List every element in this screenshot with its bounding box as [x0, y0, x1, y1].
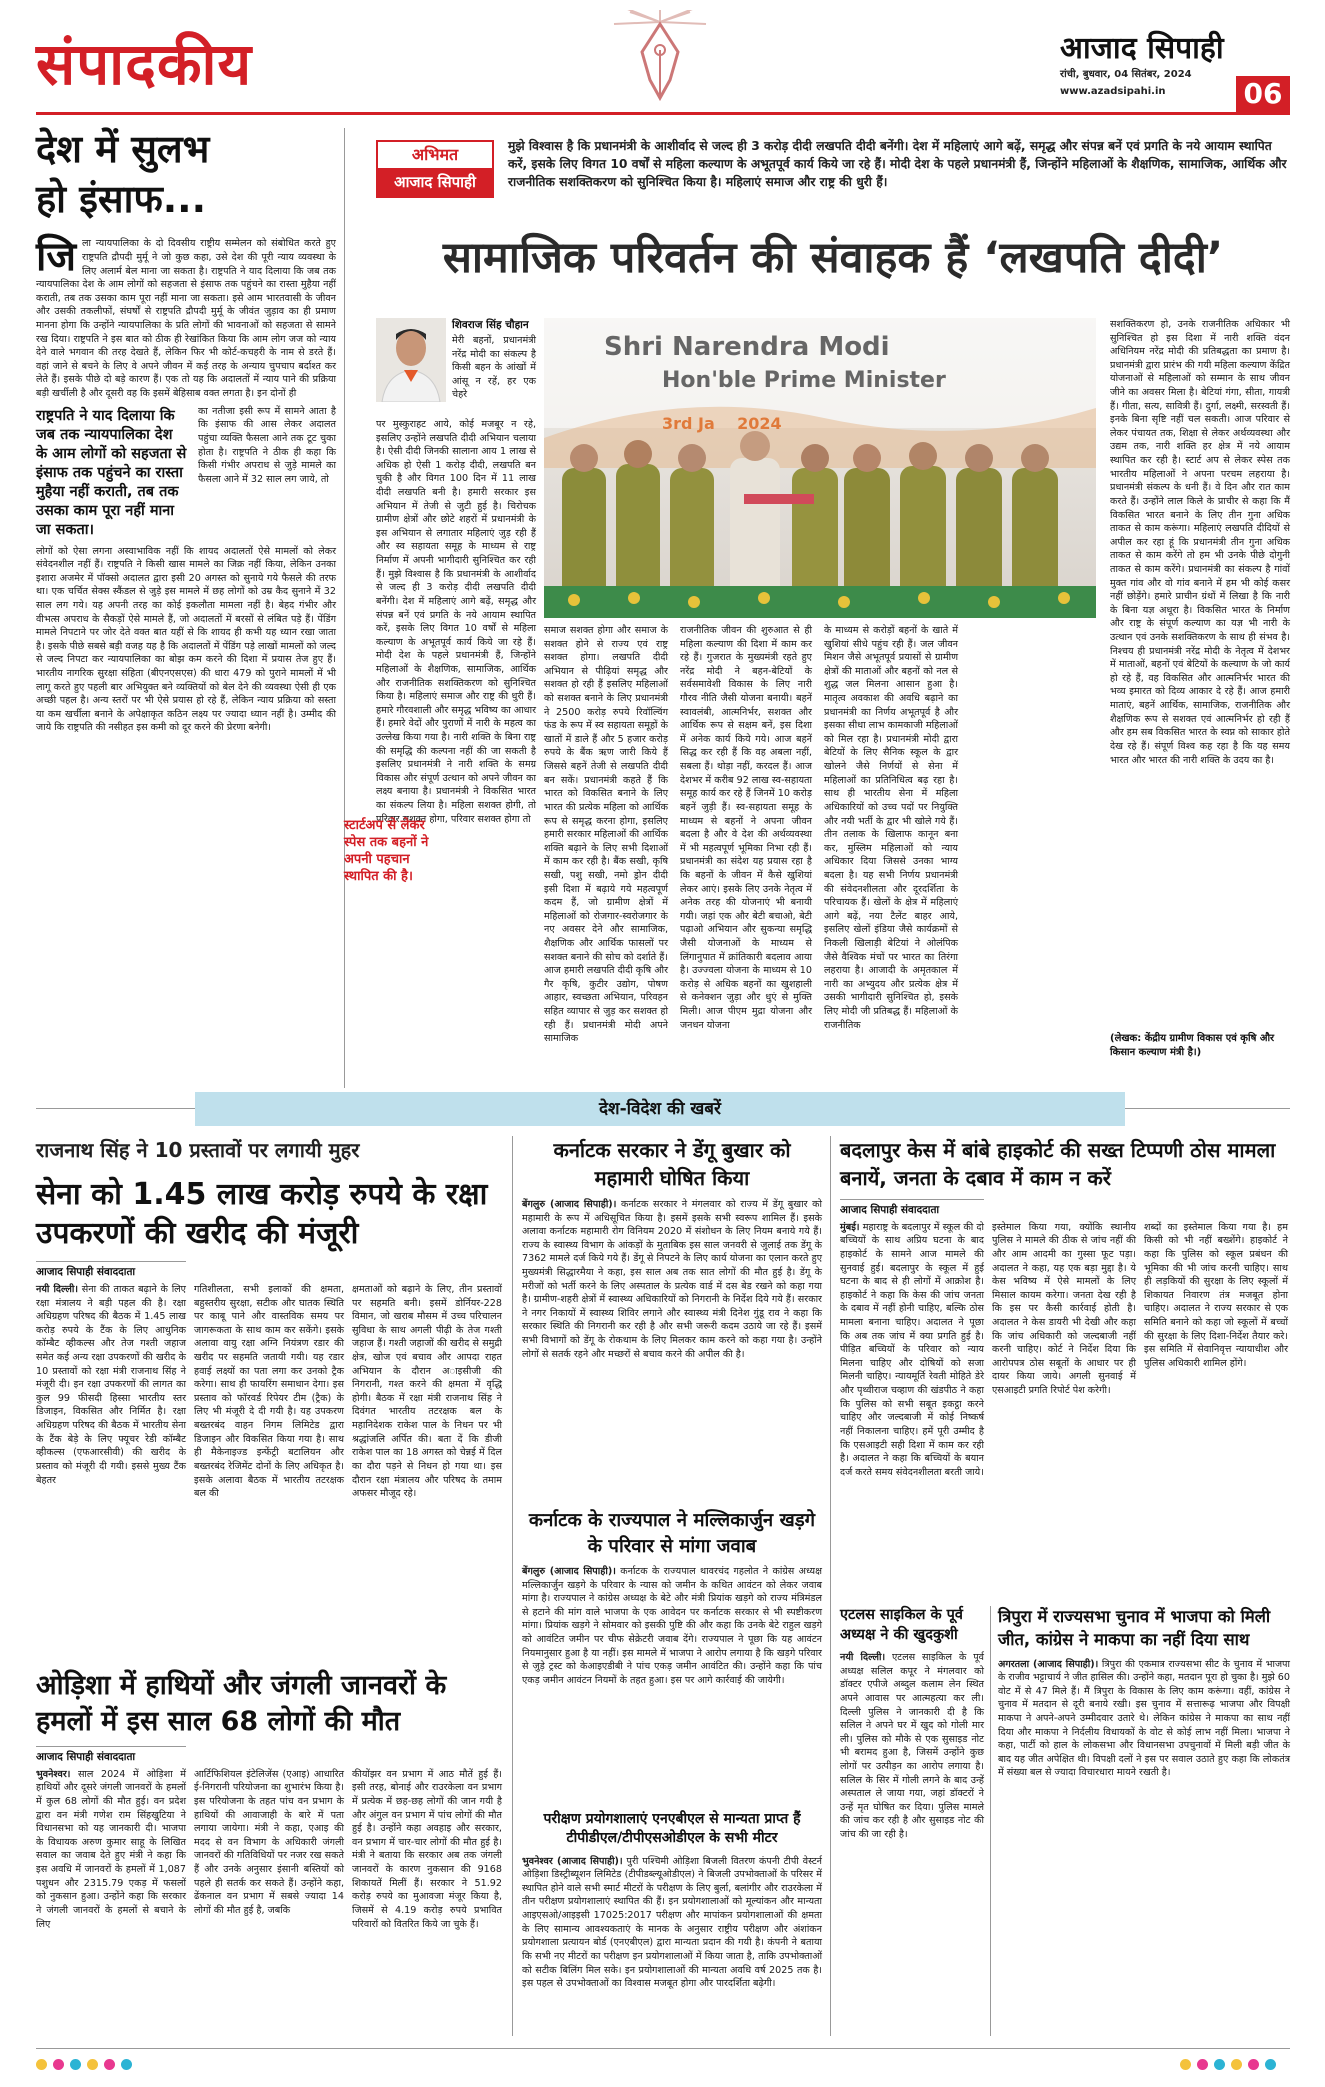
dengue-dateline: बेंगलुरु (आजाद सिपाही)। — [522, 1199, 617, 1210]
badlapur-dateline: मुंबई। — [840, 1221, 860, 1233]
editorial — [36, 128, 336, 1088]
editorial-title-line2: हो इंसाफ... — [36, 176, 207, 221]
kharge-headline: कर्नाटक के राज्यपाल ने मल्लिकार्जुन खड़गे के परिवार से मांगा जवाब — [528, 1510, 816, 1557]
opinion-headline: सामाजिक परिवर्तन की संवाहक हैं ‘लखपति दीदी’ — [442, 233, 1224, 283]
column-divider — [830, 1136, 831, 2036]
defence-kicker: राजनाथ सिंह ने 10 प्रस्तावों पर लगायी मुहर — [36, 1138, 360, 1162]
dengue-body — [522, 1198, 822, 1361]
tpddl-body-text: पुरी पश्चिमी ओड़िशा बिजली वितरण कंपनी टीपी वेस्टर्न ओड़िशा डिस्ट्रीब्यूशन लिमिटेड (टीपीडब्ल्यूओडीएल) ने बिजली उपभोक्ताओं के परिसर में स्थापित होने वाले सभी स्मार्ट मीटरों के परीक्षण के लिए बुर्ला, बलांगीर और राउरकेला में तीन परीक्षण प्रयोगशालाएं स्थापित की हैं। इन प्रयोगशालाओं को मूल्यांकन और मान्यता आइएसओ/आइइसी 17025:2017 परीक्षण और मापांकन प्रयोगशालाओं की क्षमता के लिए सामान्य आवश्यकताएं के मानक के अनुसार राष्ट्रीय परीक्षण और अंशांकन प्रयोगशाला प्रत्यायन बोर्ड (एनएबीएल) द्वारा मान्यता प्रदान की गयी है। कंपनी ने बताया कि सभी नए मीटरों का परीक्षण इन प्रयोगशालाओं में किया जाता है, ताकि उपभोक्ताओं को सटीक बिलिंग मिल सके। इन प्रयोगशालाओं की मान्यता अवधि वर्ष 2025 तक है। इस पहल से उपभोक्ताओं का विश्वास मजबूत होगा और पारदर्शिता बढ़ेगी। — [522, 1855, 822, 1990]
author-name: शिवराज सिंह चौहान — [452, 319, 529, 331]
opinion-badge-top: अभिमत — [411, 145, 459, 164]
pullquote: राष्ट्रपति ने याद दिलाया कि जब तक न्यायपालिका देश के आम लोगों को सहजता से इंसाफ तक पहुंचने का रास्ता मुहैया नहीं कराती, तब तक उसका काम पूरा नहीं माना जा सकता। — [36, 407, 187, 539]
story-atlas — [840, 1606, 984, 2036]
column-divider — [512, 1136, 513, 2036]
atlas-body-text: एटलस साइकिल के पूर्व अध्यक्ष सलिल कपूर ने मंगलवार को डॉक्टर एपीजे अब्दुल कलाम लेन स्थित अपने आवास पर आत्महत्या कर ली। दिल्ली पुलिस ने जानकारी दी है कि सलिल ने अपने घर में खुद को गोली मार ली। पुलिस को मौके से एक सुसाइड नोट भी बरामद हुआ है, जिसमें उन्होंने कुछ लोगों पर उत्पीड़न का आरोप लगाया है। सलिल के सिर में गोली लगने के बाद उन्हें अस्पताल ले जाया गया, जहां डॉक्टरों ने उन्हें मृत घोषित कर दिया। पुलिस मामले की जांच कर रही है और सुसाइड नोट की जांच की जा रही है। — [840, 1652, 984, 1841]
opinion-col2: समाज सशक्त होगा और समाज के सशक्त होने से राज्य एवं राष्ट्र सशक्त होगा। लखपति दीदी अभियान से पीढ़ियां समृद्ध और सशक्त हो रही हैं इसलिए महिलाओं को सशक्त बनाने के लिए प्रधानमंत्री ने 2500 करोड़ रुपये रिवॉल्विंग फंड के रूप में स्व सहायता समूहों के खातों में डाले हैं और 5 हजार करोड़ रुपये के बैंक ऋण जारी किये हैं जिससे बहनें तेजी से लखपति दीदी बन सकें। प्रधानमंत्री कहते हैं कि भारत को विकसित बनाने के लिए भारत की प्रत्येक महिला को आर्थिक रूप से समृद्ध करना होगा, इसलिए हमारी सरकार महिलाओं की आर्थिक शक्ति बढ़ाने के लिए सभी दिशाओं में काम कर रही है। बैंक सखी, कृषि सखी, पशु सखी, नमो ड्रोन दीदी इसी दिशा में बढ़ाये गये महत्वपूर्ण कदम हैं, जो ग्रामीण क्षेत्रों में महिलाओं को रोजगार-स्वरोजगार के नए अवसर देने और सामाजिक, शैक्षणिक और आर्थिक फासलों पर सशक्त बनाने की सोच को दर्शाते हैं। आज हमारी लखपति दीदी कृषि और गैर कृषि, कुटीर उद्योग, पोषण आहार, स्वच्छता अभियान, परिवहन सहित व्यापार से जुड़ कर सशक्त हो रही हैं। प्रधानमंत्री मोदी अपने सामाजिक — [544, 625, 668, 1045]
footer-dot — [121, 2059, 132, 2070]
kharge-body-text: कर्नाटक के राज्यपाल थावरचंद गहलोत ने कांग्रेस अध्यक्ष मल्लिकार्जुन खड़गे के परिवार के न्यास को जमीन के कथित आवंटन को लेकर जवाब मांगा है। राज्यपाल ने कांग्रेस अध्यक्ष के बेटे और मंत्री प्रियांक खड़गे को राज्य मंत्रिमंडल से हटाने की मांग वाले भाजपा के एक आवेदन पर कर्नाटक सरकार से भी स्पष्टीकरण मांगा। प्रियांक खड़गे ने सोमवार को इसकी पुष्टि की और कहा कि उनके बेटे राहुल खड़गे को आवंटित जमीन पर चीफ सेक्रेटरी जवाब देंगे। राज्यपाल ने पूछा कि यह आवंटन नियमानुसार हुआ है या नहीं। इस मामले में भाजपा ने आरोप लगाया है कि खड़गे परिवार से जुड़े ट्रस्ट को केआइएडीबी ने पांच एकड़ जमीन आवंटित की। उन्होंने कहा कि पांच एकड़ जमीन आवंटन नियमों के तहत हुआ। इस पर आगे कार्रवाई की जायेगी। — [522, 1566, 822, 1686]
dengue-body-text: कर्नाटक सरकार ने मंगलवार को राज्य में डेंगू बुखार को महामारी के रूप में अधिसूचित किया है। इसमें इसके सभी स्वरूप शामिल हैं। इसके अलावा कर्नाटक महामारी रोग विनियम 2020 में संशोधन के लिए नियम बनाये गये हैं। राज्य के स्वास्थ्य विभाग के आंकड़ों के मुताबिक इस साल जनवरी से जुलाई तक डेंगू के 7362 मामले दर्ज किये गये हैं। डेंगू से निपटने के लिए कार्य योजना का एलान करते हुए मुख्यमंत्री सिद्धारमैया ने कहा, इस साल अब तक सात लोगों की मौत हुई है। डेंगू के मरीजों को भर्ती करने के लिए अस्पताल के प्रत्येक वार्ड में दस बेड रखने को कहा गया है। ग्रामीण-शहरी क्षेत्रों में स्वास्थ्य अधिकारियों को निगरानी के निर्देश दिये गये हैं। सरकार ने नगर निकायों में स्वास्थ्य शिविर लगाने और स्वास्थ्य मंत्री दिनेश गुंडू राव ने कहा कि सरकार स्थिति की निगरानी कर रही है और सभी जरूरी कदम उठाये जा रहे हैं। इसमें सभी विभागों को डेंगू के रोकथाम के लिए मिलकर काम करने को कहा गया है। उन्होंने लोगों से सतर्क रहने और मच्छरों से बचाव करने की अपील की है। — [522, 1199, 822, 1360]
footer-rule — [36, 2048, 1290, 2049]
footer-dot — [36, 2059, 47, 2070]
defence-col2: गतिशीलता, सभी इलाकों की क्षमता, बहुस्तरीय सुरक्षा, सटीक और घातक स्थिति पर काबू पाने और वास्तविक समय पर जागरूकता के साथ काम कर सकेंगे। इसके अलावा वायु रक्षा अग्नि नियंत्रण रडार की खरीद पर सहमति जतायी गयी। यह रडार हवाई लक्ष्यों का पता लगा कर उनको ट्रैक करेगा। साथ ही फायरिंग समाधान देगा। इस प्रस्ताव को फॉरवर्ड रिपेयर टीम (ट्रैक) के लिए भी मंजूरी दे दी गयी है। यह उपकरण बख्तरबंद वाहन निगम लिमिटेड द्वारा डिजाइन और विकसित किया गया है। साथ ही मैकेनाइज्ड इन्फेंट्री बटालियन और बख्तरबंद रेजिमेंट दोनों के लिए अधिकृत है। इसके अलावा बैठक में भारतीय तटरक्षक बल की — [194, 1284, 344, 1500]
badlapur-col3: शब्दों का इस्तेमाल किया गया है। हम किसी को भी नहीं बख्शेंगे। हाइकोर्ट ने कहा कि पुलिस को स्कूल प्रबंधन की भूमिका की भी जांच करनी चाहिए। साथ ही लड़कियों की सुरक्षा के लिए स्कूलों में शिकायत निवारण तंत्र मजबूत होना चाहिए। अदालत ने राज्य सरकार से एक समिति बनाने को कहा जो स्कूलों में बच्चों की सुरक्षा के लिए दिशा-निर्देश तैयार करे। इस समिति में सेवानिवृत्त न्यायाधीश और पुलिस अधिकारी शामिल होंगे। — [1144, 1221, 1288, 1369]
footer-dots-left — [36, 2058, 156, 2072]
footer-dot — [1231, 2059, 1242, 2070]
tripura-body — [998, 1658, 1290, 1780]
news-band-rule — [1125, 1108, 1290, 1109]
story-tpddl — [522, 1810, 822, 2040]
footer-dot — [1265, 2059, 1276, 2070]
odisha-byline: आजाद सिपाही संवाददाता — [36, 1746, 186, 1764]
kharge-dateline: बेंगलुरु (आजाद सिपाही)। — [522, 1566, 616, 1578]
dropcap: जि — [36, 234, 77, 281]
story-badlapur — [840, 1136, 1290, 1596]
badlapur-col1-text: महाराष्ट्र के बदलापुर में स्कूल की दो बच्चियों के साथ अप्रिय घटना के बाद हाइकोर्ट के सामने आज मामले की सुनवाई हुई। बदलापुर के स्कूल में हुई घटना के बाद से ही लोगों में आक्रोश है। हाइकोर्ट ने कहा कि केस की जांच जनता के दबाव में नहीं होनी चाहिए, बल्कि ठोस मामला बनाना चाहिए। अदालत ने पूछा कि अब तक जांच में क्या प्रगति हुई है। पीड़ित बच्चियों के परिवार को न्याय मिलना चाहिए और दोषियों को सजा मिलनी चाहिए। न्यायमूर्ति रेवती मोहिते डेरे और पृथ्वीराज चव्हाण की खंडपीठ ने कहा कि पुलिस को सभी सबूत इकट्ठा करने चाहिए और जल्दबाजी में कोई निष्कर्ष नहीं निकालना चाहिए। हमें पूरी उम्मीद है कि एसआइटी सही दिशा में काम कर रही है। अदालत ने कहा कि बच्चियों के बयान दर्ज करते समय संवेदनशीलता बरती जाये। — [840, 1221, 984, 1478]
defence-col1 — [36, 1283, 186, 1501]
opinion-col5: सशक्तिकरण हो, उनके राजनीतिक अधिकार भी सुनिश्चित हो इस दिशा में नारी शक्ति वंदन अधिनियम नरेंद्र मोदी की प्रतिबद्धता का प्रमाण है। प्रधानमंत्री द्वारा प्रारंभ की गयी महिला कल्याण केंद्रित योजनाओं से महिलाओं को सम्मान के साथ जीवन जीने का अवसर मिला है। बेटियां गंगा, सीता, गायत्री हैं। गीता, सत्य, सावित्री हैं। दुर्गा, लक्ष्मी, सरस्वती हैं। इनके बिना सृष्टि नहीं चल सकती। आज परिवार से लेकर पंचायत तक, शिक्षा से लेकर अर्थव्यवस्था और उद्यम तक, नारी शक्ति हर क्षेत्र में नये आयाम स्थापित कर रही है। स्टार्ट अप से लेकर स्पेस तक भारतीय महिलाओं ने अपना परचम लहराया है। प्रधानमंत्री संकल्प के धनी हैं। वे दिन और रात काम करते हैं। उन्होंने लाल किले के प्राचीर से कहा कि मैं विकसित भारत बनाने के लिए तीन गुना अधिक ताकत से काम करूंगा। महिलाएं लखपति दीदियों से अपील कर रहा हूं कि प्रधानमंत्री तीन गुना अधिक ताकत से काम करेंगे तो हम भी उनके पीछे दोगुनी ताकत से काम करेंगे। प्रधानमंत्री का संकल्प है गांवों मुक्त गांव और वो गांव बनाने में हम भी कोई कसर नहीं छोड़ेंगे। हमारे प्राचीन ग्रंथों में लिखा है कि नारी के बिना यज्ञ अधूरा है। विकसित भारत के निर्माण और राष्ट्र के संपूर्ण कल्याण का यज्ञ भी नारी के उत्थान एवं उनके सशक्तिकरण के साथ ही संभव है। निश्चय ही प्रधानमंत्री नरेंद्र मोदी के नेतृत्व में देशभर में माताओं, बहनों एवं बेटियों के कल्याण के जो कार्य हो रहे हैं, वह विकसित और आत्मनिर्भर भारत की भव्य इमारत को दिव्य आकार दे रहे हैं। आज हमारी माताएं, बहनें आर्थिक, सामाजिक, राजनीतिक और शैक्षणिक रूप से सशक्त एवं आत्मनिर्भर हो रही हैं और हम सब विकसित भारत के स्वप्न को साकार होते देख रहे हैं। संपूर्ण विश्व कह रहा है कि यह समय भारत और भारत की नारी शक्ति के उदय का है। — [1110, 319, 1290, 766]
tpddl-headline: परीक्षण प्रयोगशालाएं एनएबीएल से मान्यता प्राप्त हैं टीपीडीएल/टीपीएसओडीएल के सभी मीटर — [543, 1811, 801, 1847]
opinion-badge-bottom: आजाद सिपाही — [378, 168, 492, 196]
page-number: 06 — [1243, 77, 1283, 110]
atlas-headline: एटलस साइकिल के पूर्व अध्यक्ष ने की खुदकुशी — [840, 1607, 963, 1643]
defence-col1-text: सेना की ताकत बढ़ाने के लिए रक्षा मंत्रालय ने बड़ी पहल की है। रक्षा अधिग्रहण परिषद की बैठक में 1.45 लाख करोड़ रुपये के टैंक के लिए आधुनिक कॉम्बैट व्हीकल्स और तेज गश्ती जहाज समेत कई अन्य रक्षा उपकरणों की खरीद के 10 प्रस्तावों को रक्षा मंत्री राजनाथ सिंह ने मंजूरी दी। इन रक्षा उपकरणों की लागत का कुल 99 फीसदी हिस्सा भारतीय स्तर डिजाइन, विकसित और निर्मित है। रक्षा अधिग्रहण परिषद की बैठक में भारतीय सेना के टैंक बेड़े के लिए फ्यूचर रेडी कॉम्बैट व्हीकल्स (एफआरसीवी) की खरीद के प्रस्ताव को मंजूरी दी गयी। इससे मुख्य टैंक बेहतर — [36, 1284, 186, 1486]
footer-dot — [87, 2059, 98, 2070]
footer-dot — [70, 2059, 81, 2070]
story-odisha — [36, 1668, 504, 2038]
opinion-col3: राजनीतिक जीवन की शुरुआत से ही महिला कल्याण की दिशा में काम कर रहे हैं। गुजरात के मुख्यमंत्री रहते हुए नरेंद्र मोदी ने बहन-बेटियों के सर्वसमावेशी विकास के लिए नारी गौरव नीति जैसी योजना बनायी। बहनें स्वावलंबी, आत्मनिर्भर, सशक्त और आर्थिक रूप से सक्षम बनें, इस दिशा में अनेक कार्य किये गये। आज बहनें सिद्ध कर रही हैं कि वह अबला नहीं, सबला हैं। थोड़ा नहीं, करदल हैं। आज देशभर में करीब 92 लाख स्व-सहायता समूह कार्य कर रहे हैं जिनमें 10 करोड़ बहनें जुड़ी हैं। स्व-सहायता समूह के माध्यम से बहनों ने अपना जीवन बदला है और वे देश की अर्थव्यवस्था में भी महत्वपूर्ण भूमिका निभा रही हैं। प्रधानमंत्री का संदेश यह प्रयास रहा है कि बहनों के जीवन में कैसे खुशियां लेकर आएं। इसके लिए उनके नेतृत्व में अनेक तरह की योजनाएं भी बनायी गयी। जहां एक और बेटी बचाओ, बेटी पढ़ाओ अभियान और सुकन्या समृद्धि जैसी योजनाओं के माध्यम से लिंगानुपात में क्रांतिकारी बदलाव आया है। उज्ज्वला योजना के माध्यम से 10 करोड़ से अधिक बहनों का खुशहाली से कनेक्शन जुड़ा और धुएं से मुक्ति मिली। आज पीएम मुद्रा योजना और जनधन योजना — [680, 625, 812, 1031]
author-photo — [376, 318, 446, 402]
tpddl-body — [522, 1855, 822, 1991]
story-defence — [36, 1136, 504, 1656]
footer-dot — [1197, 2059, 1208, 2070]
badlapur-col1 — [840, 1221, 984, 1480]
badlapur-byline: आजाद सिपाही संवाददाता — [840, 1199, 984, 1217]
author-note: (लेखक: केंद्रीय ग्रामीण विकास एवं कृषि और किसान कल्याण मंत्री है।) — [1110, 1033, 1275, 1058]
column-divider — [344, 128, 345, 1088]
tripura-headline: त्रिपुरा में राज्यसभा चुनाव में भाजपा को मिली जीत, कांग्रेस ने माकपा का नहीं दिया साथ — [998, 1607, 1271, 1649]
odisha-col3: कीयोंझर वन प्रभाग में आठ मौतें हुई हैं। इसी तरह, बोनाई और राउरकेला वन प्रभाग में प्रत्येक में छह-छह लोगों की जान गयी है और अंगुल वन प्रभाग में पांच लोगों की मौत हुई है। उन्होंने कहा अवहाइ और सरकार, वन प्रभाग में चार-चार लोगों की मौत हुई है। मंत्री ने बताया कि सरकार अब तक जंगली जानवरों के कारण नुकसान की 9168 शिकायतें मिलीं हैं। सरकार ने 51.92 करोड़ रुपये का मुआवजा मंजूर किया है, जिसमें से 4.19 करोड़ रुपये प्रभावित परिवारों को वितरित किये जा चुके हैं। — [352, 1768, 502, 1930]
odisha-dateline: भुवनेश्वर। — [36, 1768, 71, 1780]
news-band — [195, 1092, 1125, 1126]
footer-dot — [1248, 2059, 1259, 2070]
defence-byline: आजाद सिपाही संवाददाता — [36, 1261, 186, 1279]
odisha-col2: आर्टिफिशियल इंटेलिजेंस (एआइ) आधारित ई-निगरानी परियोजना का शुभारंभ किया है। इस परियोजना के तहत पांच वन प्रभाग के हाथियों की आवाजाही के बारे में पता लगाया जायेगा। मंत्री ने कहा, एआइ की मदद से वन विभाग के अधिकारी जंगली जानवरों की गतिविधियों पर नजर रख सकते हैं और उनके अनुसार इंसानी बस्तियों को पहले ही सतर्क कर सकते हैं। उन्होंने कहा, ढेंकनाल वन प्रभाग में सबसे ज्यादा 14 लोगों की मौत हुई है, जबकि — [194, 1768, 344, 1916]
opinion-intro: मुझे विश्वास है कि प्रधानमंत्री के आशीर्वाद से जल्द ही 3 करोड़ दीदी लखपति दीदी बनेंगी। देश में महिलाएं आगे बढ़ें, समृद्ध और संपन्न बनें एवं प्रगति के नये आयाम स्थापित करें, इसके लिए विगत 10 वर्षों से महिला कल्याण के अभूतपूर्व कार्य किये जा रहे हैं। मोदी देश के पहले प्रधानमंत्री हैं, जिन्होंने महिलाओं के शैक्षणिक, सामाजिक, आर्थिक और राजनीतिक सशक्तिकरण को सुनिश्चित किया है। महिलाएं समाज और राष्ट्र की धुरी हैं। — [508, 139, 1287, 189]
tripura-body-text: त्रिपुरा की एकमात्र राज्यसभा सीट के चुनाव में भाजपा के राजीव भट्टाचार्य ने जीत हासिल की। उन्होंने कहा, मतदान पूरा हो चुका है। मुझे 60 वोट में से 47 मिले हैं। मैं त्रिपुरा के विकास के लिए काम करूंगा। वहीं, कांग्रेस ने चुनाव में मतदान से दूरी बनाये रखी। इस चुनाव में सत्तारूढ़ भाजपा और विपक्षी माकपा ने अपने-अपने उम्मीदवार उतारे थे। लेकिन कांग्रेस ने माकपा का साथ नहीं दिया और माकपा ने निर्दलीय विधायकों के वोट से कोई लाभ नहीं मिला। भाजपा ने कहा, पार्टी को हाल के लोकसभा और विधानसभा उपचुनावों में मिली बड़ी जीत के बाद यह जीत अपेक्षित थी। विपक्षी दलों ने इस पर सवाल उठाते हुए कहा कि लोकतंत्र में संख्या बल से ज्यादा विचारधारा मायने रखती है। — [998, 1658, 1290, 1779]
tpddl-dateline: भुवनेश्वर (आजाद सिपाही)। — [522, 1855, 623, 1867]
opinion-col1-top: मेरी बहनों, प्रधानमंत्री नरेंद्र मोदी का संकल्प है किसी बहन के आंखों में आंसू न रहें, हर एक चेहरे — [452, 335, 536, 401]
defence-dateline: नयी दिल्ली। — [36, 1284, 78, 1295]
tripura-dateline: अगरतला (आजाद सिपाही)। — [998, 1658, 1099, 1670]
badlapur-headline: बदलापुर केस में बांबे हाइकोर्ट की सख्त टिप्पणी ठोस मामला बनायें, जनता के दबाव में काम न करें — [840, 1138, 1276, 1191]
defence-col3: क्षमताओं को बढ़ाने के लिए, तीन प्रस्तावों पर सहमति बनी। इसमें डोर्नियर-228 विमान, जो खराब मौसम में उच्च परिचालन सुविधा के साथ अगली पीढ़ी के तेज गश्ती जहाज हैं। गश्ती जहाजों की खरीद से समुद्री क्षेत्र, खोज एवं बचाव और आपदा राहत अभियान के दौरान अाइसीजी की निगरानी, गश्त करने की क्षमता में वृद्धि होगी। बैठक में रक्षा मंत्री राजनाथ सिंह ने दिवंगत भारतीय तटरक्षक बल के महानिदेशक राकेश पाल के निधन पर भी श्रद्धांजलि अर्पित की। बता दें कि डीजी राकेश पाल का 18 अगस्त को चेन्नई में दिल का दौरा पड़ने से निधन हो गया था। इस दौरान रक्षा मंत्रालय और परिषद के तमाम अफसर मौजूद रहे। — [352, 1284, 502, 1500]
story-kharge — [522, 1508, 822, 1798]
editorial-para1: ला न्यायपालिका के दो दिवसीय राष्ट्रीय सम्मेलन को संबोधित करते हुए राष्ट्रपति द्रौपदी मुर्मू ने जो कुछ कहा, उसे देश की पूरी न्याय व्यवस्था के लिए अलार्म बेल माना जा सकता है। राष्ट्रपति ने याद दिलाया कि जब तक न्यायपालिका देश के आम लोगों को सहजता से इंसाफ तक पहुंचने का रास्ता मुहैया नहीं कराती, तब तक उसका काम पूरा नहीं माना जा सकता। इसे आम भारतवासी के जीवन और उसकी तकलीफों, संघर्षों से राष्ट्रपति द्रौपदी मुर्मू के जीवंत जुड़ाव का ही प्रमाण मानना होगा कि उन्होंने न्यायपालिका के प्रति लोगों की भावनाओं को सहजता से सामने रख दिया। राष्ट्रपति ने इस बात को ठीक ही रेखांकित किया कि आम लोग जज को न्याय देने वाले भगवान की तरह देखते हैं, लेकिन फिर भी कोर्ट-कचहरी के नाम से डरते हैं। वहां जाने से बचने के लिए वे अपने जीवन में कई तरह के अन्याय चुपचाप बर्दाश्त कर लेते हैं। इसके पीछे दो बड़े कारण हैं। एक तो यह कि अदालतों में न्याय पाने की प्रक्रिया बड़ी खर्चीली है और दूसरी वह कि इसमें बेहिसाब वक्त लगता है। इन दोनों ही — [36, 238, 336, 400]
footer-dot — [53, 2059, 64, 2070]
photo-banner-text: 3rd Ja 2024 — [662, 414, 782, 433]
story-dengue — [522, 1136, 822, 1496]
footer-dot — [104, 2059, 115, 2070]
paper-name: आजाद सिपाही — [1060, 31, 1224, 66]
nib-emblem-icon — [600, 10, 720, 105]
photo-caption-line1: Shri Narendra Modi — [604, 332, 890, 362]
issue-dateline: रांची, बुधवार, 04 सितंबर, 2024 — [1060, 69, 1192, 80]
footer-dot — [1214, 2059, 1225, 2070]
opinion-badge — [376, 140, 494, 198]
photo-caption-line2: Hon'ble Prime Minister — [662, 368, 946, 393]
atlas-dateline: नयी दिल्ली। — [840, 1652, 886, 1664]
atlas-body — [840, 1651, 984, 1842]
editorial-para2: का नतीजा इसी रूप में सामने आता है कि इंसाफ की आस लेकर अदालत पहुंचा व्यक्ति फैसला आने तक टूट चुका होता है। राष्ट्रपति ने ठीक ही कहा कि किसी गंभीर अपराध से जुड़े मामले का फैसला आने में 32 साल लग जाये, तो — [198, 405, 336, 485]
news-band-rule — [36, 1108, 195, 1109]
masthead-rule — [36, 112, 1290, 115]
odisha-headline: ओड़िशा में हाथियों और जंगली जानवरों के हमलों में इस साल 68 लोगों की मौत — [36, 1670, 447, 1737]
footer-dot — [1180, 2059, 1191, 2070]
news-band-label: देश-विदेश की खबरें — [599, 1099, 721, 1119]
event-photo — [544, 318, 1096, 618]
kharge-body — [522, 1565, 822, 1687]
story-tripura — [998, 1606, 1290, 2036]
defence-headline: सेना को 1.45 लाख करोड़ रुपये के रक्षा उपकरणों की खरीद की मंजूरी — [36, 1177, 488, 1251]
odisha-col1 — [36, 1768, 186, 1931]
sidebar-quote: स्टार्टअप से लेकर स्पेस तक बहनों ने अपनी पहचान स्थापित की है। — [344, 818, 429, 884]
badlapur-col2: इस्तेमाल किया गया, क्योंकि स्थानीय पुलिस ने मामले की ठीक से जांच नहीं की और आम आदमी का गुस्सा फूट पड़ा। अदालत ने कहा, यह एक बड़ा मुद्दा है। ये केस भविष्य में ऐसे मामलों के लिए मिसाल कायम करेगा। जनता देख रही है कि इस पर कैसी कार्रवाई होती है। अदालत ने केस डायरी भी देखी और कहा कि जांच अधिकारी को जल्दबाजी नहीं करनी चाहिए। कोर्ट ने निर्देश दिया कि आरोपपत्र ठोस सबूतों के आधार पर ही दायर किया जाये। अगली सुनवाई में एसआइटी प्रगति रिपोर्ट पेश करेगी। — [992, 1221, 1136, 1397]
section-title: संपादकीय — [36, 30, 253, 98]
masthead — [0, 0, 1325, 112]
editorial-title-line1: देश में सुलभ — [36, 127, 210, 171]
page-number-box — [1236, 76, 1290, 112]
editorial-para3: लोगों को ऐसा लगना अस्वाभाविक नहीं कि शायद अदालतों ऐसे मामलों को लेकर संवेदनशील नहीं हैं। राष्ट्रपति ने किसी खास मामले का जिक्र नहीं किया, लेकिन उनका इशारा अजमेर में पॉक्सो अदालत द्वारा इसी 20 अगस्त को सुनाये गये फैसले की तरफ था। एक चर्चित सेक्स स्कैंडल से जुड़े इस मामले में छह लोगों को उम्र कैद सुनाने में 32 साल लग गये। यह अपनी तरह का कोई इकलौता मामला नहीं है। बेहद गंभीर और वीभत्स अपराध के सैकड़ों ऐसे मामले हैं, जो अदालतों में बरसों से लंबित पड़े हैं। पेंडिंग मामले निपटाने पर जोर देते वक्त बात यहीं से कि शायद ही कभी यह ध्यान रखा जाता है। इसके पीछे सबसे बड़ी वजह यह है कि अदालतों में पेंडिंग पड़े लाखों मामलों को जल्द से जल्द निपटा कर न्यायपालिका का बोझ कम करने की दिशा में प्रयास तेज हुए हैं। भारतीय नागरिक सुरक्षा संहिता (बीएनएसएस) की धारा 479 को पुराने मामलों में भी लागू करते हुए पहली बार अभियुक्त बने व्यक्तियों को बेल देने की व्यवस्था ऐसी ही एक अच्छी पहल है। अन्य स्तरों पर भी ऐसे प्रयास हो रहे हैं, लेकिन न्याय प्रक्रिया को सस्ता या कम खर्चीला बनाने के अपेक्षाकृत कठिन लक्ष्य पर ज्यादा ध्यान नहीं है। उम्मीद की जाये कि राष्ट्रपति की नसीहत इस कमी को दूर करने की प्रेरणा बनेगी। — [36, 545, 336, 734]
footer-dots-right — [1180, 2058, 1290, 2072]
opinion-col1: पर मुस्कुराहट आये, कोई मजबूर न रहे, इसलिए उन्होंने लखपति दीदी अभियान चलाया है। ऐसी दीदी जिनकी सालाना आय 1 लाख से अधिक हो ऐसी 1 करोड़ दीदी, लखपति बन चुकी है और विगत 100 दिन में 11 लाख दीदी लखपति बनी है। हमारी सरकार इस अभियान में तेजी से जुटी हुई है। चिरोचक ग्रामीण क्षेत्रों और छोटे शहरों में प्रधानमंत्री के इस अभियान से लगातार महिलाएं जुड़ रही हैं और स्व सहायता समूह के माध्यम से राष्ट्र निर्माण में अपनी भागीदारी सुनिश्चित कर रही हैं। मुझे विश्वास है कि प्रधानमंत्री के आशीर्वाद से जल्द ही 3 करोड़ दीदी लखपति दीदी बनेंगी। देश में महिलाएं आगे बढ़ें, समृद्ध और संपन्न बनें एवं प्रगति के नये आयाम स्थापित करें, इसके लिए विगत 10 वर्षों से महिला कल्याण के अभूतपूर्व कार्य किये जा रहे हैं। मोदी देश के पहले प्रधानमंत्री हैं, जिन्होंने महिलाओं के शैक्षणिक, सामाजिक, आर्थिक और राजनीतिक सशक्तिकरण को सुनिश्चित किया है। महिलाएं समाज और राष्ट्र की धुरी हैं। हमारे गौरवशाली और समृद्ध भविष्य का आधार हैं। हमारे वेदों और पुराणों में नारी के महत्व का उल्लेख किया गया है। नारी शक्ति के बिना राष्ट्र की समृद्धि की कल्पना नहीं की जा सकती है इसलिए प्रधानमंत्री ने नारी शक्ति के समग्र विकास और संपूर्ण उत्थान को अपने जीवन का लक्ष्य बनाया है। प्रधानमंत्री ने विकसित भारत का संकल्प लिया है। महिला सशक्त होगी, तो परिवार सशक्त होगा, परिवार सशक्त होगा तो — [376, 419, 536, 825]
column-divider — [990, 1606, 991, 2036]
opinion-col4: के माध्यम से करोड़ों बहनों के खाते में खुशियां सीधे पहुंच रही हैं। जल जीवन मिशन जैसे अभूतपूर्व प्रयासों से ग्रामीण क्षेत्रों की माताओं और बहनों को नल से शुद्ध जल मिलना आसान हुआ है। मातृत्व अवकाश की अवधि बढ़ाने का प्रधानमंत्री का निर्णय अभूतपूर्व है और इसका सीधा लाभ कामकाजी महिलाओं को मिल रहा है। प्रधानमंत्री मोदी द्वारा बेटियों के लिए सैनिक स्कूल के द्वार खोलने जैसे निर्णयों से सेना में महिलाओं का प्रतिनिधित्व बढ़ रहा है। साथ ही भारतीय सेना में महिला अधिकारियों को उच्च पदों पर नियुक्ति और नयी भर्ती के द्वार भी खोले गये हैं। तीन तलाक के खिलाफ कानून बना कर, मुस्लिम महिलाओं को न्याय अधिकार दिया जिससे उनका भाग्य बदला है। यह सभी निर्णय प्रधानमंत्री की संवेदनशीलता और दूरदर्शिता के परिचायक हैं। खेलों के क्षेत्र में महिलाएं आगे बढ़ें, नया टैलेंट बाहर आये, इसलिए खेलों इंडिया जैसे कार्यक्रमों से निकली खिलाड़ी बेटियां ने ओलंपिक जैसे वैश्विक मंचों पर भारत का तिरंगा लहराया है। आजादी के अमृतकाल में नारी का अभ्युदय और प्रत्येक क्षेत्र में उसकी भागीदारी सुनिश्चित हो, इसके लिए मोदी जी प्रतिबद्ध हैं। महिलाओं के राजनीतिक — [824, 625, 958, 1031]
odisha-col1-text: साल 2024 में ओड़िशा में हाथियों और दूसरे जंगली जानवरों के हमलों में कुल 68 लोगों की मौत हुई। वन प्रदेश द्वारा वन मंत्री गणेश राम सिंहखुटिया ने विधानसभा को यह जानकारी दी। भाजपा के विधायक अरुण कुमार साहू के लिखित सवाल का जवाब देते हुए मंत्री ने कहा कि इस अवधि में जानवरों के हमलों में 1,087 पशुधन और 2315.79 एकड़ में फसलों को नुकसान हुआ। उन्होंने कहा कि सरकार ने जंगली जानवरों के हमलों से बचाने के लिए — [36, 1768, 186, 1930]
dengue-headline: कर्नाटक सरकार ने डेंगू बुखार को महामारी घोषित किया — [553, 1138, 791, 1190]
website[interactable]: www.azadsipahi.in — [1060, 86, 1166, 97]
